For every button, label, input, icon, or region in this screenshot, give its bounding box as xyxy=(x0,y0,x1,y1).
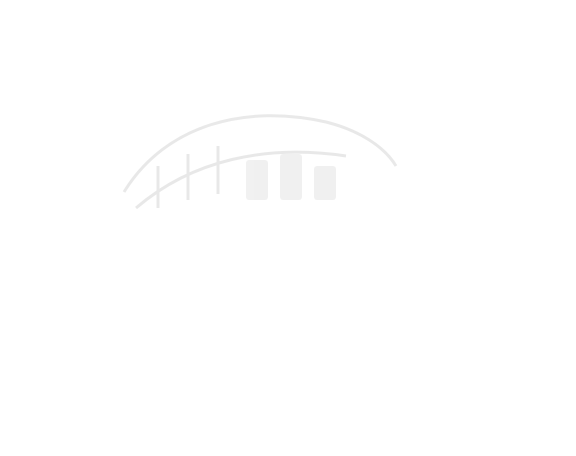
watermark xyxy=(96,96,416,226)
watermark-logo xyxy=(96,96,416,226)
